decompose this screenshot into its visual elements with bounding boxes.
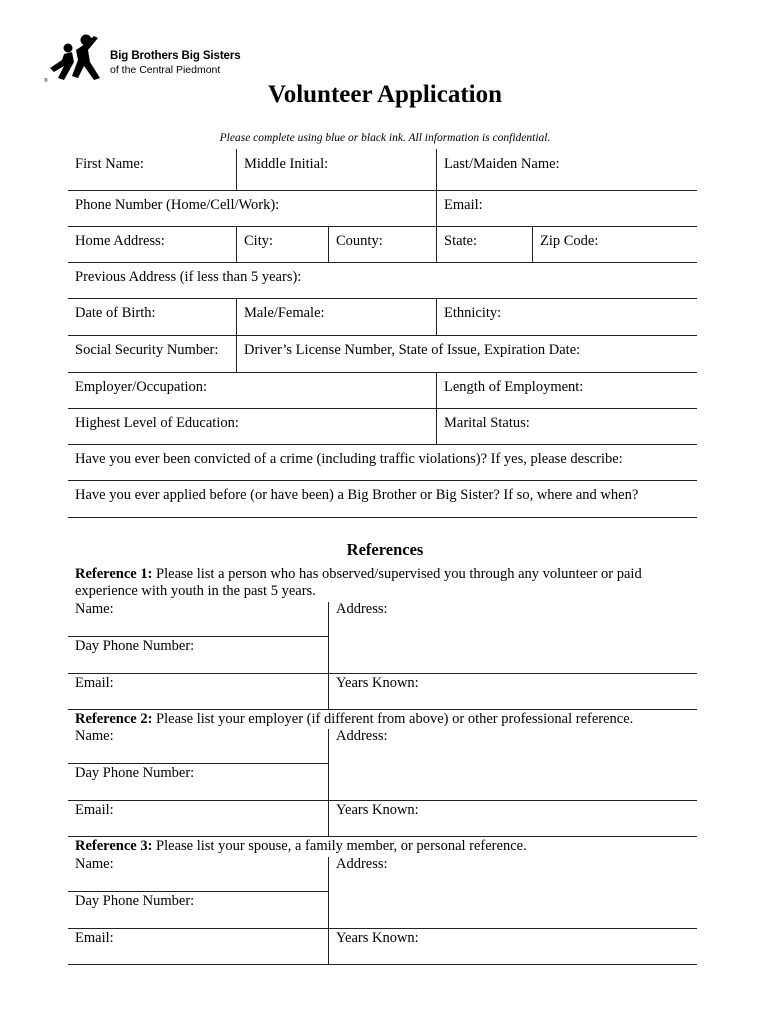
middle-initial-label: Middle Initial: <box>244 156 329 172</box>
reference-3-description <box>75 838 675 855</box>
education-field[interactable] <box>68 408 436 444</box>
reference-3-email-underline[interactable] <box>68 964 697 965</box>
reference-3-divider <box>328 857 329 928</box>
last-name-label: Last/Maiden Name: <box>444 156 560 172</box>
drivers-license-field[interactable] <box>236 335 697 372</box>
reference-2-email-label: Email: <box>75 802 114 818</box>
convicted-label: Have you ever been convicted of a crime (including traffic violations)? If yes, please describe: <box>75 451 623 467</box>
reference-1-email-underline[interactable] <box>68 709 697 710</box>
reference-2-label: Reference 2: <box>75 711 153 727</box>
dob-field[interactable] <box>68 298 236 335</box>
reference-1-name-label: Name: <box>75 601 114 617</box>
marital-status-field[interactable] <box>436 408 697 444</box>
reference-1-address-label: Address: <box>336 601 388 617</box>
middle-initial-field[interactable] <box>236 149 436 190</box>
length-employment-field[interactable] <box>436 372 697 408</box>
previous-address-label: Previous Address (if less than 5 years): <box>75 269 302 285</box>
form-row-address <box>68 226 697 263</box>
reference-3-years-label: Years Known: <box>336 930 419 946</box>
reference-1-divider-2 <box>328 673 329 709</box>
reference-3-address-label: Address: <box>336 856 388 872</box>
reference-1-name-underline[interactable] <box>68 636 329 637</box>
last-name-field[interactable] <box>436 149 697 190</box>
home-address-field[interactable] <box>68 226 236 262</box>
applied-before-field[interactable] <box>68 480 697 517</box>
form-row-previous-address <box>68 262 697 299</box>
form-row-contact <box>68 190 697 227</box>
reference-3-text: Please list your spouse, a family member, or personal reference. <box>152 838 527 854</box>
drivers-license-label: Driver’s License Number, State of Issue, Expiration Date: <box>244 342 581 358</box>
gender-field[interactable] <box>236 298 436 335</box>
bbbs-figures-icon <box>44 32 106 84</box>
county-label: County: <box>336 233 383 249</box>
zip-label: Zip Code: <box>540 233 599 249</box>
phone-label: Phone Number (Home/Cell/Work): <box>75 197 280 213</box>
page-title: Volunteer Application <box>267 81 503 108</box>
applied-before-label: Have you ever applied before (or have been) a Big Brother or Big Sister? If so, where and when? <box>75 487 639 503</box>
reference-1-description <box>75 566 675 600</box>
reference-2-years-label: Years Known: <box>336 802 419 818</box>
reference-3-name-underline[interactable] <box>68 891 329 892</box>
reference-2-name-label: Name: <box>75 728 114 744</box>
reference-2-email-underline[interactable] <box>68 836 697 837</box>
reference-2-text: Please list your employer (if different from above) or other professional reference. <box>152 711 634 727</box>
convicted-field[interactable] <box>68 444 697 480</box>
ssn-label: Social Security Number: <box>75 342 219 358</box>
reference-2-address-label: Address: <box>336 728 388 744</box>
reference-3-phone-underline[interactable] <box>68 928 697 929</box>
reference-3-divider-2 <box>328 928 329 964</box>
first-name-field[interactable] <box>68 149 236 190</box>
education-label: Highest Level of Education: <box>75 415 239 431</box>
reference-2-divider-2 <box>328 800 329 836</box>
form-row-name <box>68 149 697 191</box>
references-heading: References <box>346 540 424 559</box>
county-field[interactable] <box>328 226 436 262</box>
first-name-label: First Name: <box>75 156 144 172</box>
state-field[interactable] <box>436 226 532 262</box>
employer-field[interactable] <box>68 372 436 408</box>
city-field[interactable] <box>236 226 328 262</box>
form-instructions: Please complete using blue or black ink. All information is confidential. <box>219 132 551 144</box>
form-row-applied-before <box>68 480 697 518</box>
reference-2-phone-underline[interactable] <box>68 800 697 801</box>
reference-3-label: Reference 3: <box>75 838 153 854</box>
form-row-ids <box>68 335 697 373</box>
zip-field[interactable] <box>532 226 697 262</box>
length-employment-label: Length of Employment: <box>444 379 584 395</box>
reference-1-divider <box>328 602 329 673</box>
previous-address-field[interactable] <box>68 262 697 298</box>
reference-3-email-label: Email: <box>75 930 114 946</box>
city-label: City: <box>244 233 274 249</box>
reference-1-phone-label: Day Phone Number: <box>75 638 195 654</box>
reference-1-email-label: Email: <box>75 675 114 691</box>
state-label: State: <box>444 233 478 249</box>
reference-2-name-underline[interactable] <box>68 763 329 764</box>
ethnicity-label: Ethnicity: <box>444 305 502 321</box>
reference-2-divider <box>328 729 329 800</box>
email-label: Email: <box>444 197 483 213</box>
svg-text:®: ® <box>44 78 48 84</box>
reference-2-phone-label: Day Phone Number: <box>75 765 195 781</box>
reference-2-description <box>75 711 675 728</box>
reference-3-phone-label: Day Phone Number: <box>75 893 195 909</box>
employer-label: Employer/Occupation: <box>75 379 208 395</box>
ssn-field[interactable] <box>68 335 236 372</box>
phone-field[interactable] <box>68 190 436 226</box>
reference-1-label: Reference 1: <box>75 566 153 582</box>
reference-3-name-label: Name: <box>75 856 114 872</box>
org-logo <box>44 32 254 84</box>
reference-1-years-label: Years Known: <box>336 675 419 691</box>
marital-status-label: Marital Status: <box>444 415 530 431</box>
form-row-convicted <box>68 444 697 481</box>
dob-label: Date of Birth: <box>75 305 156 321</box>
org-subtitle: of the Central Piedmont <box>110 64 221 76</box>
email-field[interactable] <box>436 190 697 226</box>
form-row-personal <box>68 298 697 336</box>
ethnicity-field[interactable] <box>436 298 697 335</box>
reference-1-phone-underline[interactable] <box>68 673 697 674</box>
gender-label: Male/Female: <box>244 305 325 321</box>
org-name: Big Brothers Big Sisters <box>110 50 241 62</box>
reference-1-text: Please list a person who has observed/supervised you through any volunteer or paid experience with youth in the past 5 years. <box>75 566 642 599</box>
form-row-education <box>68 408 697 445</box>
home-address-label: Home Address: <box>75 233 165 249</box>
form-row-employment <box>68 372 697 409</box>
